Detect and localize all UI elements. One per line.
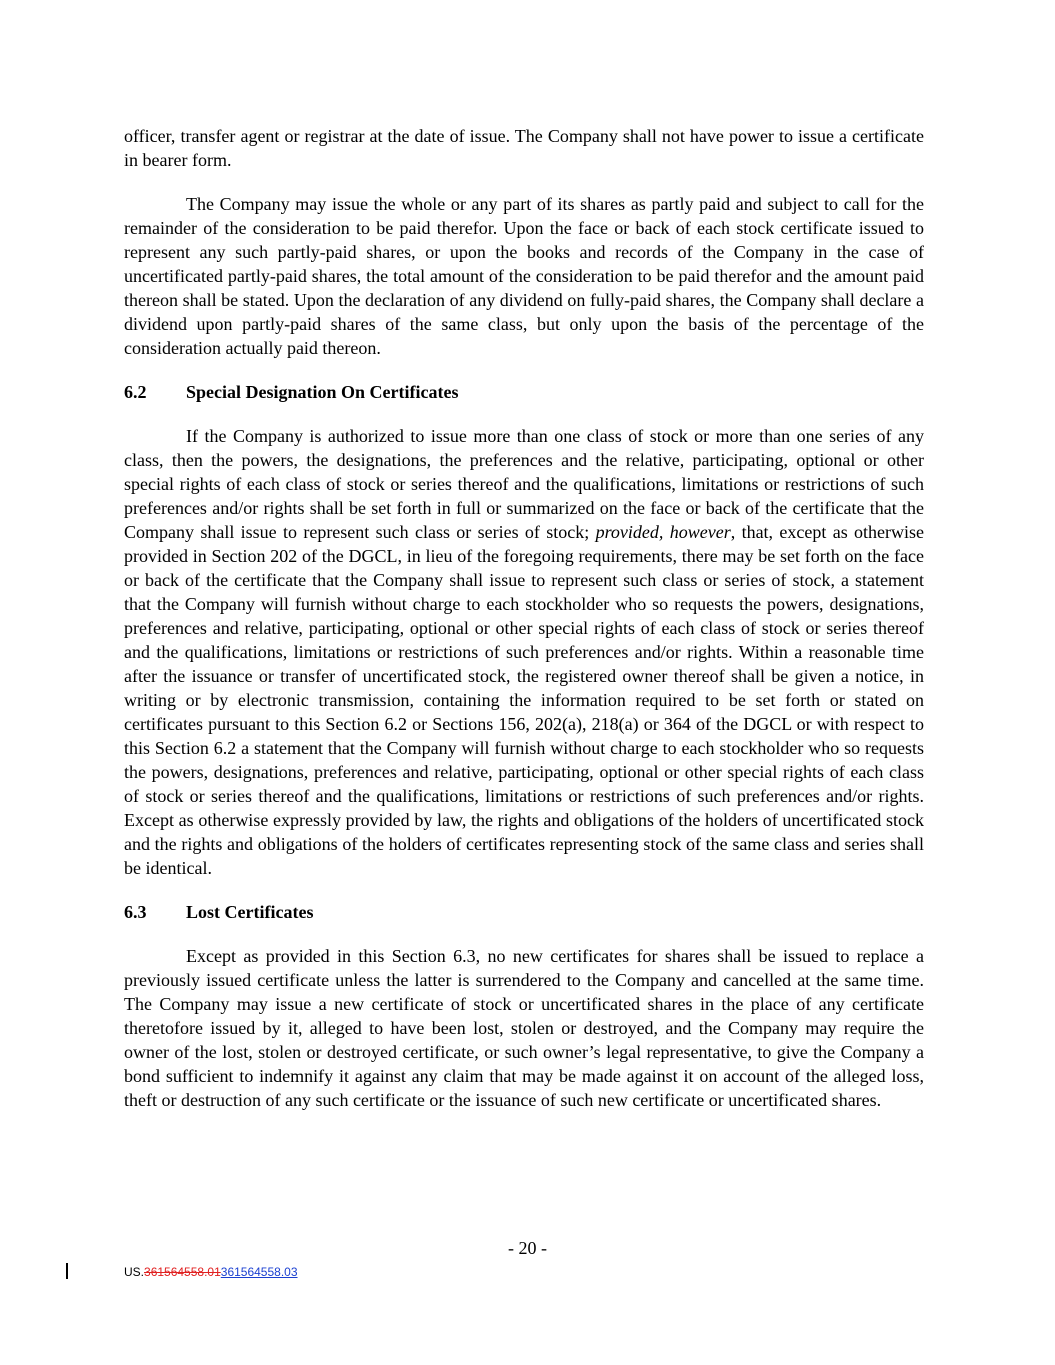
section-6-2-title: Special Designation On Certificates xyxy=(186,382,459,402)
section-6-2-body xyxy=(124,424,924,880)
document-id-inserted: 361564558.03 xyxy=(220,1265,298,1279)
section-6-3-body: Except as provided in this Section 6.3, no new certificates for shares shall be issued to replace a previously issued certificate unless the latter is surrendered to the Company and cancelled at the same time. The Company may issue a new certificate of stock or uncertificated shares in the place of any certificate theretofore issued by it, alleged to have been lost, stolen or destroyed, and the Company may require the owner of the lost, stolen or destroyed certificate, or such owner’s legal representative, to give the Company a bond sufficient to indemnify it against any claim that may be made against it on account of the alleged loss, theft or destruction of any such certificate or the issuance of such new certificate or uncertificated shares. xyxy=(124,946,924,1110)
document-id xyxy=(124,1264,298,1280)
section-6-3-number: 6.3 xyxy=(124,902,147,922)
paragraph-partly-paid-shares: The Company may issue the whole or any part of its shares as partly paid and subject to call for the remainder of the consideration to be paid therefor. Upon the face or back of each stock certificate issued to represent any such partly-paid shares, or upon the books and records of the Company in the case of uncertificated partly-paid shares, the total amount of the consideration to be paid therefor and the amount paid thereon shall be stated. Upon the declaration of any dividend on fully-paid shares, the Company shall declare a dividend upon partly-paid shares of the same class, but only upon the basis of the percentage of the consideration actually paid thereon. xyxy=(124,194,924,358)
document-id-deleted: 361564558.01 xyxy=(144,1265,221,1279)
section-6-2-italic-proviso: provided, however xyxy=(595,522,731,542)
section-6-2-text-after: , that, except as otherwise provided in Section 202 of the DGCL, in lieu of the foregoing requirements, there may be set forth on the face or back of the certificate that the Company shall issue to represent such class or series of stock, a statement that the Company will furnish without charge to each stockholder who so requests the powers, designations, preferences and relative, participating, optional or other special rights of each class of stock or series thereof and the qualifications, limitations or restrictions of such preferences and/or rights. Within a reasonable time after the issuance or transfer of uncertificated stock, the registered owner thereof shall be given a notice, in writing or by electronic transmission, containing the information required to be set forth or stated on certificates pursuant to this Section 6.2 or Sections 156, 202(a), 218(a) or 364 of the DGCL or with respect to this Section 6.2 a statement that the Company will furnish without charge to each stockholder who so requests the powers, designations, preferences and relative, participating, optional or other special rights of each class of stock or series thereof and the qualifications, limitations or restrictions of such preferences and/or rights. Except as otherwise expressly provided by law, the rights and obligations of the holders of uncertificated stock and the rights and obligations of the holders of certificates representing stock of the same class and series shall be identical. xyxy=(124,522,925,878)
section-6-3-heading xyxy=(124,900,924,924)
section-6-3-title: Lost Certificates xyxy=(186,902,314,922)
document-page xyxy=(124,124,924,1132)
section-6-2-text-before: If the Company is authorized to issue more than one class of stock or more than one series of any class, then the powers, the designations, the preferences and the relative, participating, optional or other special rights of each class of stock or series thereof and the qualifications, limitations or restrictions of such preferences and/or rights shall be set forth in full or summarized on the face or back of the certificate that the Company shall issue to represent such class or series of stock; xyxy=(124,426,924,542)
page-number: - 20 - xyxy=(508,1238,547,1258)
paragraph-continuation: officer, transfer agent or registrar at the date of issue. The Company shall not have power to issue a certificate in bearer form. xyxy=(124,126,924,170)
section-6-2-heading xyxy=(124,380,924,404)
document-id-prefix: US. xyxy=(124,1265,145,1279)
revision-change-bar xyxy=(66,1263,68,1279)
section-6-2-number: 6.2 xyxy=(124,382,147,402)
